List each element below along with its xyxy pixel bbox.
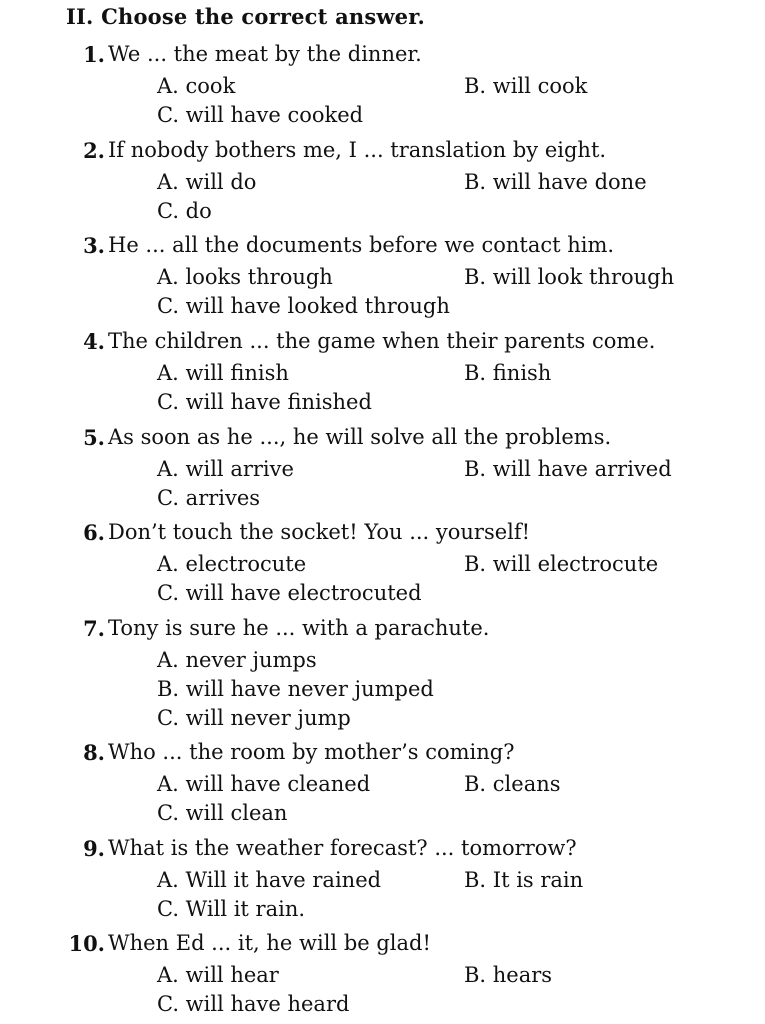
question-text: As soon as he ..., he will solve all the problems. bbox=[108, 425, 612, 449]
question-number: 7. bbox=[83, 616, 105, 641]
question-7 bbox=[0, 616, 765, 646]
option-a: A. Will it have rained bbox=[157, 868, 382, 892]
question-5 bbox=[0, 425, 765, 455]
question-3 bbox=[0, 233, 765, 263]
question-text: The children ... the game when their parents come. bbox=[108, 329, 656, 353]
option-c: C. will have electrocuted bbox=[157, 581, 422, 605]
option-a: A. cook bbox=[157, 74, 236, 98]
question-number: 1. bbox=[83, 42, 105, 67]
question-number: 10. bbox=[68, 931, 105, 956]
question-number: 2. bbox=[83, 138, 105, 163]
option-b: B. hears bbox=[464, 963, 553, 987]
option-b: B. will have arrived bbox=[464, 457, 672, 481]
option-b: B. cleans bbox=[464, 772, 561, 796]
option-a: A. will have cleaned bbox=[157, 772, 371, 796]
option-a: A. electrocute bbox=[157, 552, 307, 576]
question-text: What is the weather forecast? ... tomorrow? bbox=[108, 836, 577, 860]
exercise-heading: II. Choose the correct answer. bbox=[66, 4, 426, 29]
option-a: A. will hear bbox=[157, 963, 279, 987]
option-c: C. do bbox=[157, 199, 212, 223]
question-text: If nobody bothers me, I ... translation by eight. bbox=[108, 138, 607, 162]
question-8 bbox=[0, 740, 765, 770]
option-b: B. will look through bbox=[464, 265, 675, 289]
option-c: C. will never jump bbox=[157, 706, 351, 730]
question-text: Don’t touch the socket! You ... yourself! bbox=[108, 520, 531, 544]
question-number: 3. bbox=[83, 233, 105, 258]
option-b: B. will have never jumped bbox=[157, 677, 434, 701]
option-a: A. looks through bbox=[157, 265, 333, 289]
option-a: A. will finish bbox=[157, 361, 289, 385]
question-text: Who ... the room by mother’s coming? bbox=[108, 740, 515, 764]
option-b: B. finish bbox=[464, 361, 552, 385]
option-c: C. will have heard bbox=[157, 992, 350, 1016]
question-text: Tony is sure he ... with a parachute. bbox=[108, 616, 490, 640]
option-b: B. will cook bbox=[464, 74, 588, 98]
option-a: A. will arrive bbox=[157, 457, 294, 481]
option-c: C. will have finished bbox=[157, 390, 372, 414]
question-6 bbox=[0, 520, 765, 550]
option-c: C. will clean bbox=[157, 801, 288, 825]
question-text: He ... all the documents before we contact him. bbox=[108, 233, 615, 257]
option-c: C. Will it rain. bbox=[157, 897, 306, 921]
option-b: B. will electrocute bbox=[464, 552, 659, 576]
question-number: 5. bbox=[83, 425, 105, 450]
question-number: 6. bbox=[83, 520, 105, 545]
option-a: A. will do bbox=[157, 170, 257, 194]
question-text: When Ed ... it, he will be glad! bbox=[108, 931, 431, 955]
question-text: We ... the meat by the dinner. bbox=[108, 42, 422, 66]
option-a: A. never jumps bbox=[157, 648, 317, 672]
option-c: C. arrives bbox=[157, 486, 261, 510]
question-10 bbox=[0, 931, 765, 961]
option-b: B. will have done bbox=[464, 170, 647, 194]
question-9 bbox=[0, 836, 765, 866]
question-2 bbox=[0, 138, 765, 168]
question-number: 8. bbox=[83, 740, 105, 765]
question-number: 9. bbox=[83, 836, 105, 861]
option-c: C. will have looked through bbox=[157, 294, 450, 318]
option-c: C. will have cooked bbox=[157, 103, 364, 127]
question-number: 4. bbox=[83, 329, 105, 354]
question-4 bbox=[0, 329, 765, 359]
option-b: B. It is rain bbox=[464, 868, 584, 892]
question-1 bbox=[0, 42, 765, 72]
